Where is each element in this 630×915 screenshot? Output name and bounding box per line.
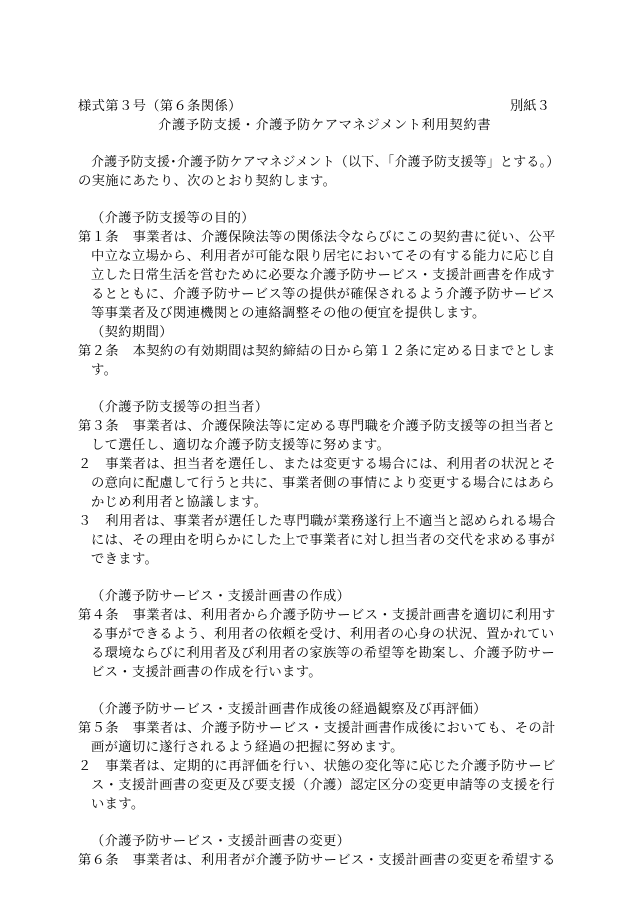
article-line: 第６条 事業者は、利用者が介護予防サービス・支援計画書の変更を希望する xyxy=(78,853,556,868)
article-line: 立した日常生活を営むために必要な介護予防サービス・支援計画書を作成す xyxy=(91,268,555,283)
article-line: る事ができるよう、利用者の依頼を受け、利用者の心身の状況、置かれてい xyxy=(91,627,555,642)
article-heading: （介護予防サービス・支援計画書の変更） xyxy=(91,834,351,849)
document-title: 介護予防支援・介護予防ケアマネジメント利用契約書 xyxy=(158,118,492,133)
article-line: 等事業者及び関連機関との連絡調整その他の便宜を提供します。 xyxy=(91,306,486,321)
article-heading: （介護予防サービス・支援計画書の作成） xyxy=(91,589,351,604)
form-number: 様式第３号（第６条関係） xyxy=(78,99,242,114)
article-line: かじめ利用者と協議します。 xyxy=(91,495,268,510)
article-line: 中立な立場から、利用者が可能な限り居宅においてその有する能力に応じ自 xyxy=(91,249,555,264)
article-line: 第２条 本契約の有効期間は契約締結の日から第１２条に定める日までとしま xyxy=(78,344,556,359)
article-line: 第３条 事業者は、介護保険法等に定める専門職を介護予防支援等の担当者と xyxy=(78,419,556,434)
article-line: して選任し、適切な介護予防支援等に努めます。 xyxy=(91,438,391,453)
article-line: 第５条 事業者は、介護予防サービス・支援計画書作成後においても、その計 xyxy=(78,721,556,736)
article-line: の意向に配慮して行うと共に、事業者側の事情により変更する場合にはあら xyxy=(91,476,555,491)
article-line: 第４条 事業者は、利用者から介護予防サービス・支援計画書を適切に利用す xyxy=(78,608,556,623)
article-heading: （契約期間） xyxy=(91,325,173,340)
article-heading: （介護予防支援等の目的） xyxy=(91,211,255,226)
article-line: す。 xyxy=(91,363,118,378)
article-line: できます。 xyxy=(91,552,159,567)
article-heading: （介護予防支援等の担当者） xyxy=(91,400,269,415)
article-line: ２ 事業者は、担当者を選任し、または変更する場合には、利用者の状況とそ xyxy=(78,457,556,472)
article-line: ２ 事業者は、定期的に再評価を行い、状態の変化等に応じた介護予防サービ xyxy=(78,759,556,774)
article-line: るとともに、介護予防サービス等の提供が確保されるよう介護予防サービス xyxy=(91,287,555,302)
article-line: ビス・支援計画書の作成を行います。 xyxy=(91,665,322,680)
preamble-line: 介護予防支援･介護予防ケアマネジメント（以下、「介護予防支援等」とする。） xyxy=(91,155,560,170)
article-line: 第１条 事業者は、介護保険法等の関係法令ならびにこの契約書に従い、公平 xyxy=(78,230,556,245)
article-line: ス・支援計画書の変更及び要支援（介護）認定区分の変更申請等の支援を行 xyxy=(91,778,555,793)
preamble-line: の実施にあたり、次のとおり契約します。 xyxy=(78,174,337,189)
article-line: には、その理由を明らかにした上で事業者に対し担当者の交代を求める事が xyxy=(91,533,555,548)
article-heading: （介護予防サービス・支援計画書作成後の経過観察及び再評価） xyxy=(91,702,487,717)
article-line: います。 xyxy=(91,797,145,812)
attachment-label: 別紙３ xyxy=(510,99,550,114)
article-line: 画が適切に遂行されるよう経過の把握に努めます。 xyxy=(91,740,404,755)
article-line: ３ 利用者は、事業者が選任した専門職が業務遂行上不適当と認められる場合 xyxy=(78,514,556,529)
article-line: る環境ならびに利用者及び利用者の家族等の希望等を勘案し、介護予防サー xyxy=(91,646,555,661)
